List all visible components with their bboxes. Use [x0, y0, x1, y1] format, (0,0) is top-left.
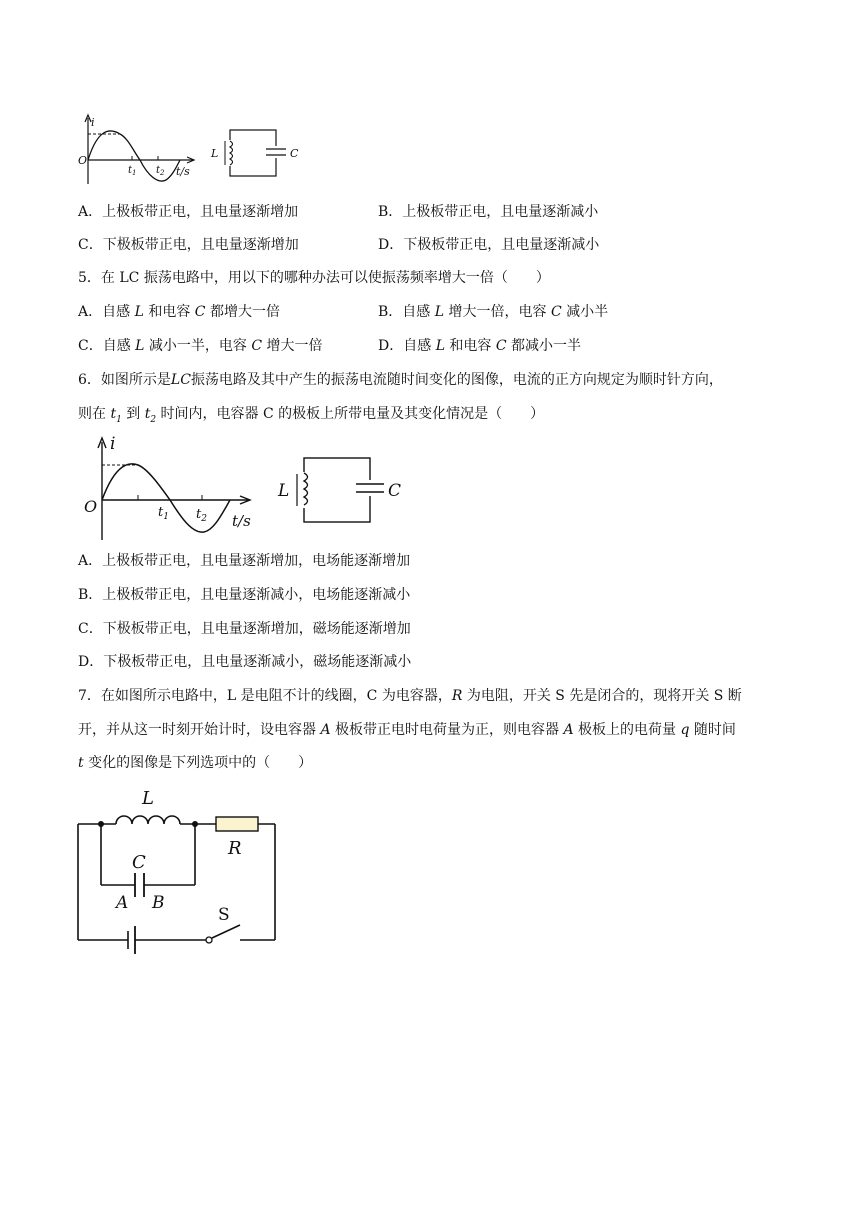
q5-stem: 5．在 LC 振荡电路中，用以下的哪种办法可以使振荡频率增大一倍（ ）: [78, 270, 550, 286]
q7-switch-label: S: [218, 905, 230, 925]
q7-resistor: [216, 817, 258, 831]
q6-option-d[interactable]: D．下极板带正电，且电量逐渐减小，磁场能逐渐减小: [78, 654, 412, 670]
q7-switch-blade: [212, 925, 240, 938]
q7-stem-line3: t 变化的图像是下列选项中的（ ）: [78, 755, 313, 771]
q4-t1-label: $t_1$: [128, 165, 137, 177]
q7-resistor-label: R: [228, 838, 242, 859]
q7-rlc-circuit: [70, 786, 285, 956]
q6-current-graph: [82, 434, 252, 542]
q7-switch-pivot: [206, 937, 212, 943]
q4-x-label: t/s: [176, 165, 190, 178]
q7-stem-line1: 7．在如图所示电路中，L 是电阻不计的线圈，C 为电容器，R 为电阻，开关 S 先是闭合的，现将开关 S 断: [78, 688, 742, 704]
q5-option-c[interactable]: C．自感 L 减小一半，电容 C 增大一倍: [78, 338, 323, 354]
q6-inductor-label: L: [278, 481, 290, 501]
q6-t1-label: $t_1$: [158, 505, 169, 522]
q7-plate-a-label: A: [116, 893, 129, 913]
q6-t2-label: $t_2$: [196, 507, 207, 524]
q6-capacitor-label: C: [388, 481, 402, 501]
q7-stem-line2: 开，并从这一时刻开始计时，设电容器 A 极板带正电时电荷量为正，则电容器 A 极板上的电荷量 q 随时间: [78, 722, 736, 738]
q4-option-d[interactable]: D．下极板带正电，且电量逐渐减小: [378, 237, 600, 253]
q6-origin-label: O: [84, 497, 98, 516]
q4-capacitor-label: C: [290, 147, 299, 160]
q6-option-c[interactable]: C．下极板带正电，且电量逐渐增加，磁场能逐渐增加: [78, 621, 411, 637]
q4-option-b[interactable]: B．上极板带正电，且电量逐渐减小: [378, 204, 599, 220]
q4-option-a[interactable]: A．上极板带正电，且电量逐渐增加: [78, 204, 299, 220]
q4-inductor-label: L: [211, 147, 219, 160]
q4-current-graph: [76, 112, 206, 188]
q4-y-label: i: [91, 116, 95, 129]
q6-stem-line1: 6．如图所示是LC振荡电路及其中产生的振荡电流随时间变化的图像，电流的正方向规定为顺时针方向，: [78, 372, 723, 388]
q7-capacitor-label: C: [132, 852, 146, 873]
q4-option-c[interactable]: C．下极板带正电，且电量逐渐增加: [78, 237, 299, 253]
q7-inductor-label: L: [142, 788, 154, 809]
q4-lc-circuit: [208, 126, 308, 182]
q6-x-label: t/s: [232, 512, 251, 530]
q6-option-a[interactable]: A．上极板带正电，且电量逐渐增加，电场能逐渐增加: [78, 553, 411, 569]
q7-plate-b-label: B: [152, 893, 165, 913]
q5-option-d[interactable]: D．自感 L 和电容 C 都减小一半: [378, 338, 582, 354]
q6-y-label: i: [110, 434, 116, 454]
q6-lc-circuit: [276, 456, 406, 528]
q4-origin-label: O: [78, 154, 88, 167]
q6-option-b[interactable]: B．上极板带正电，且电量逐渐减小，电场能逐渐减小: [78, 587, 411, 603]
q5-option-b[interactable]: B．自感 L 增大一倍，电容 C 减小半: [378, 304, 609, 320]
q4-t2-label: $t_2$: [156, 165, 165, 177]
q5-option-a[interactable]: A．自感 L 和电容 C 都增大一倍: [78, 304, 280, 320]
q6-stem-line2: 则在 $t_1$ 到 $t_2$ 时间内，电容器 C 的极板上所带电量及其变化情况是（ ）: [78, 406, 545, 425]
